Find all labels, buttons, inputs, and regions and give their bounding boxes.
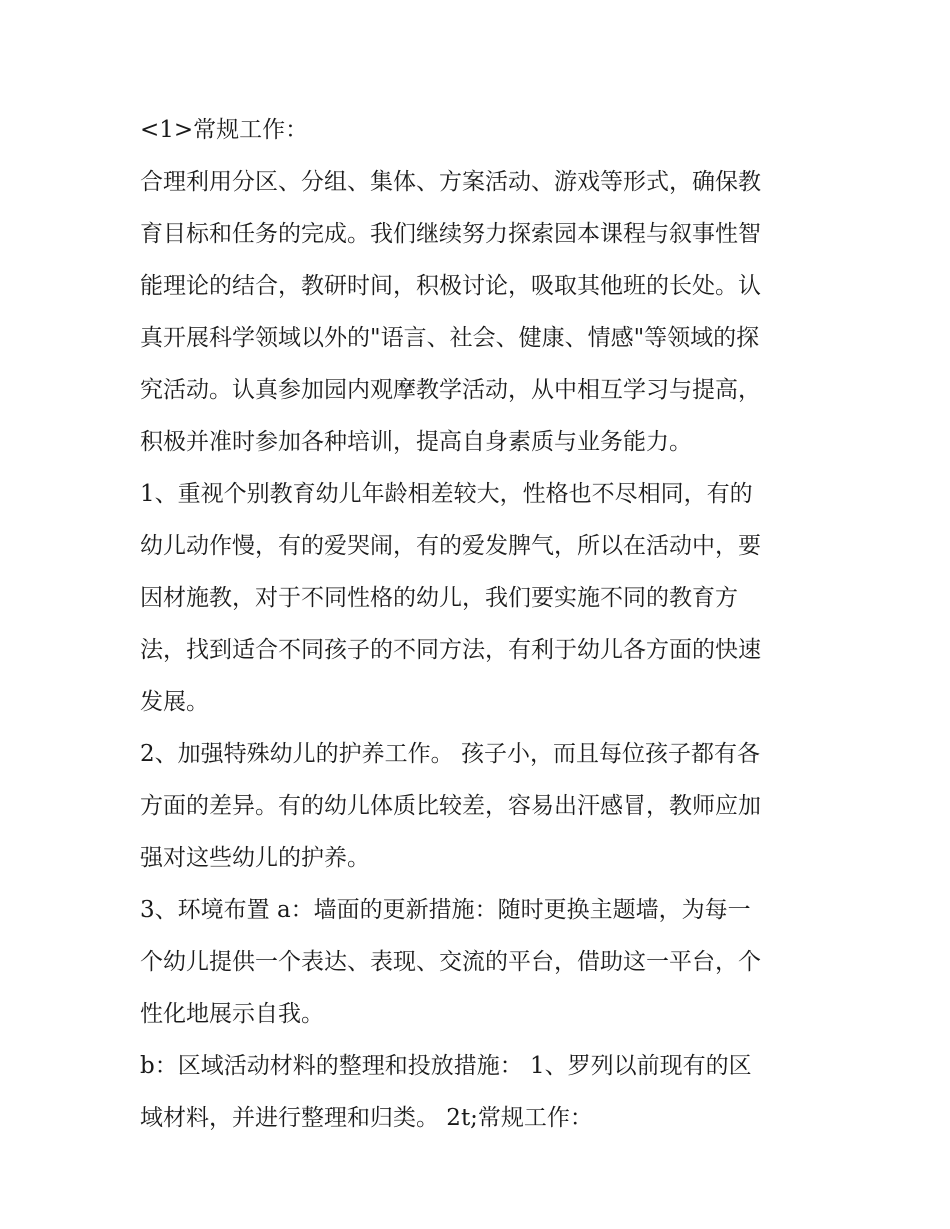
text-line: 究活动。认真参加园内观摩教学活动，从中相互学习与提高， [140,377,761,403]
text-line: 真开展科学领域以外的"语言、社会、健康、情感"等领域的探 [140,325,760,351]
text-line: 能理论的结合，教研时间，积极讨论，吸取其他班的长处。认 [140,273,761,299]
item-3-heading: 3、环境布置 a：墙面的更新措施：随时更换主题墙，为每一 [140,897,751,923]
text-line: 强对这些幼儿的护养。 [140,845,370,871]
item-1-heading: 1、重视个别教育幼儿年龄相差较大，性格也不尽相同，有的 [140,481,753,507]
item-b-heading: b：区域活动材料的整理和投放措施： 1、罗列以前现有的区 [140,1053,752,1079]
text-line: 幼儿动作慢，有的爱哭闹，有的爱发脾气，所以在活动中，要 [140,533,761,559]
text-line: 域材料，并进行整理和归类。 2t;常规工作： [140,1105,593,1131]
text-line: 积极并准时参加各种培训，提高自身素质与业务能力。 [140,429,692,455]
text-line: 方面的差异。有的幼儿体质比较差，容易出汗感冒，教师应加 [140,793,761,819]
text-line: 性化地展示自我。 [140,1001,324,1027]
text-line: 法，找到适合不同孩子的不同方法，有利于幼儿各方面的快速 [140,637,761,663]
item-2-heading: 2、加强特殊幼儿的护养工作。 孩子小，而且每位孩子都有各 [140,741,760,767]
text-line: 育目标和任务的完成。我们继续努力探索园本课程与叙事性智 [140,221,761,247]
heading-routine-work: <1>常规工作： [140,117,309,143]
text-line: 因材施教，对于不同性格的幼儿，我们要实施不同的教育方 [140,585,738,611]
text-line: 个幼儿提供一个表达、表现、交流的平台，借助这一平台，个 [140,949,761,975]
text-line: 发展。 [140,689,209,715]
text-line: 合理利用分区、分组、集体、方案活动、游戏等形式，确保教 [140,169,761,195]
